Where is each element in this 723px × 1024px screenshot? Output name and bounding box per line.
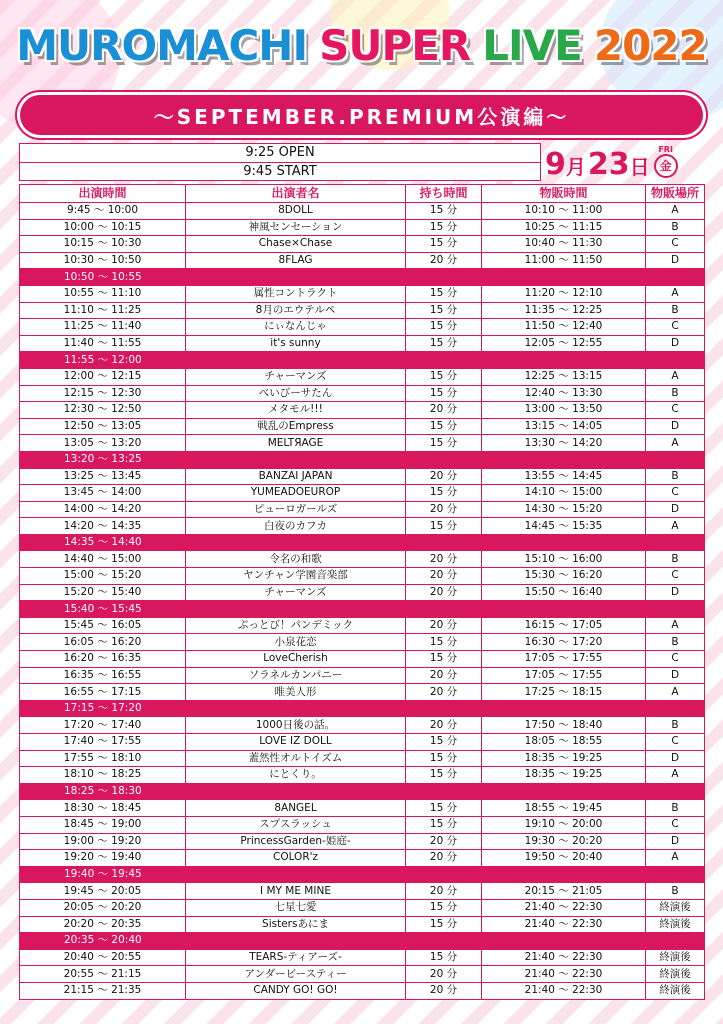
merch-place: D [646, 584, 705, 601]
performer-name: 属性コントラクト [186, 285, 406, 302]
duration: 15 分 [406, 219, 482, 236]
performer-name: 1000日後の話。 [186, 717, 406, 734]
duration: 15 分 [406, 203, 482, 220]
duration: 15 分 [406, 418, 482, 435]
header-performance-time: 出演時間 [20, 185, 186, 203]
performer-name: Chase×Chase [186, 236, 406, 253]
merch-time: 20:15 〜 21:05 [482, 883, 646, 900]
table-row [20, 982, 705, 999]
date-month: 9 [545, 147, 566, 182]
performer-name: 8ANGEL [186, 800, 406, 817]
merch-time: 13:55 〜 14:45 [482, 468, 646, 485]
merch-place: B [646, 634, 705, 651]
performance-time: 16:55 〜 17:15 [20, 684, 186, 701]
performance-time: 13:25 〜 13:45 [20, 468, 186, 485]
duration: 15 分 [406, 651, 482, 668]
table-row [20, 501, 705, 518]
header-performer: 出演者名 [186, 185, 406, 203]
performance-time: 20:55 〜 21:15 [20, 966, 186, 983]
duration: 15 分 [406, 734, 482, 751]
merch-time: 13:00 〜 13:50 [482, 402, 646, 419]
performance-time: 15:45 〜 16:05 [20, 617, 186, 634]
performance-time: 20:05 〜 20:20 [20, 899, 186, 916]
merch-time: 15:50 〜 16:40 [482, 584, 646, 601]
merch-time: 21:40 〜 22:30 [482, 982, 646, 999]
performance-time: 18:10 〜 18:25 [20, 767, 186, 784]
merch-place: B [646, 717, 705, 734]
merch-time: 12:25 〜 13:15 [482, 368, 646, 385]
title-word: MUROMACHI [16, 20, 308, 70]
merch-time: 11:50 〜 12:40 [482, 319, 646, 336]
timetable-header [20, 185, 705, 203]
duration: 20 分 [406, 717, 482, 734]
day-of-week [654, 145, 678, 178]
duration: 20 分 [406, 982, 482, 999]
merch-place: C [646, 734, 705, 751]
merch-place: A [646, 435, 705, 452]
performer-name: ソラネルカンパニー [186, 667, 406, 684]
performer-name: ピューロガールズ [186, 501, 406, 518]
performance-time: 17:40 〜 17:55 [20, 734, 186, 751]
day-of-week-jp: 金 [654, 154, 678, 178]
duration: 20 分 [406, 501, 482, 518]
duration: 15 分 [406, 800, 482, 817]
duration: 20 分 [406, 617, 482, 634]
performance-time: 15:00 〜 15:20 [20, 568, 186, 585]
duration: 15 分 [406, 634, 482, 651]
duration: 15 分 [406, 302, 482, 319]
merch-place: C [646, 568, 705, 585]
performance-time: 11:10 〜 11:25 [20, 302, 186, 319]
break-time: 11:55 〜 12:00 [20, 352, 705, 369]
table-row [20, 368, 705, 385]
performance-time: 20:40 〜 20:55 [20, 949, 186, 966]
break-row [20, 601, 705, 618]
event-date [545, 140, 705, 182]
performance-time: 10:30 〜 10:50 [20, 252, 186, 269]
merch-time: 19:10 〜 20:00 [482, 816, 646, 833]
duration: 15 分 [406, 767, 482, 784]
table-row [20, 485, 705, 502]
merch-place: A [646, 850, 705, 867]
table-row [20, 634, 705, 651]
merch-time: 10:40 〜 11:30 [482, 236, 646, 253]
duration: 15 分 [406, 485, 482, 502]
performer-name: 8月のエウテルペ [186, 302, 406, 319]
performance-time: 14:40 〜 15:00 [20, 551, 186, 568]
performance-time: 19:45 〜 20:05 [20, 883, 186, 900]
break-row [20, 269, 705, 286]
performance-time: 14:00 〜 14:20 [20, 501, 186, 518]
table-row [20, 816, 705, 833]
table-row [20, 916, 705, 933]
performance-time: 21:15 〜 21:35 [20, 982, 186, 999]
performer-name: 蓋然性オルトイズム [186, 750, 406, 767]
duration: 20 分 [406, 584, 482, 601]
duration: 15 分 [406, 236, 482, 253]
break-time: 13:20 〜 13:25 [20, 451, 705, 468]
duration: 20 分 [406, 252, 482, 269]
performance-time: 16:20 〜 16:35 [20, 651, 186, 668]
table-row [20, 302, 705, 319]
table-row [20, 385, 705, 402]
merch-place: B [646, 551, 705, 568]
duration: 15 分 [406, 750, 482, 767]
performer-name: 戦乱のEmpress [186, 418, 406, 435]
duration: 15 分 [406, 319, 482, 336]
performance-time: 18:45 〜 19:00 [20, 816, 186, 833]
table-row [20, 717, 705, 734]
merch-place: B [646, 385, 705, 402]
duration: 15 分 [406, 518, 482, 535]
merch-place: 終演後 [646, 966, 705, 983]
break-row [20, 534, 705, 551]
duration: 15 分 [406, 285, 482, 302]
merch-place: D [646, 252, 705, 269]
header-duration: 持ち時間 [406, 185, 482, 203]
merch-time: 21:40 〜 22:30 [482, 966, 646, 983]
merch-place: A [646, 368, 705, 385]
performer-name: 白夜のカフカ [186, 518, 406, 535]
performer-name: にとくり。 [186, 767, 406, 784]
merch-place: D [646, 501, 705, 518]
duration: 15 分 [406, 899, 482, 916]
duration: 20 分 [406, 833, 482, 850]
break-time: 17:15 〜 17:20 [20, 700, 705, 717]
merch-place: C [646, 236, 705, 253]
date-day-kanji: 日 [629, 155, 650, 179]
performance-time: 12:00 〜 12:15 [20, 368, 186, 385]
merch-place: A [646, 684, 705, 701]
merch-place: B [646, 883, 705, 900]
merch-time: 18:35 〜 19:25 [482, 767, 646, 784]
performer-name: COLOR'z [186, 850, 406, 867]
merch-place: 終演後 [646, 899, 705, 916]
break-row [20, 783, 705, 800]
break-row [20, 866, 705, 883]
performance-time: 10:15 〜 10:30 [20, 236, 186, 253]
table-row [20, 767, 705, 784]
duration: 20 分 [406, 468, 482, 485]
duration: 15 分 [406, 335, 482, 352]
table-row [20, 734, 705, 751]
break-time: 10:50 〜 10:55 [20, 269, 705, 286]
performance-time: 13:45 〜 14:00 [20, 485, 186, 502]
duration: 20 分 [406, 850, 482, 867]
merch-time: 21:40 〜 22:30 [482, 949, 646, 966]
performer-name: LOVE IZ DOLL [186, 734, 406, 751]
merch-time: 12:40 〜 13:30 [482, 385, 646, 402]
merch-time: 10:10 〜 11:00 [482, 203, 646, 220]
performer-name: スプスラッシュ [186, 816, 406, 833]
duration: 15 分 [406, 916, 482, 933]
merch-place: D [646, 418, 705, 435]
table-row [20, 468, 705, 485]
duration: 15 分 [406, 816, 482, 833]
duration: 20 分 [406, 684, 482, 701]
merch-place: C [646, 485, 705, 502]
performer-name: BANZAI JAPAN [186, 468, 406, 485]
performance-time: 16:35 〜 16:55 [20, 667, 186, 684]
merch-place: C [646, 319, 705, 336]
performer-name: Sistersあにま [186, 916, 406, 933]
performance-time: 14:20 〜 14:35 [20, 518, 186, 535]
duration: 20 分 [406, 667, 482, 684]
break-time: 20:35 〜 20:40 [20, 933, 705, 950]
merch-time: 11:00 〜 11:50 [482, 252, 646, 269]
performer-name: 8FLAG [186, 252, 406, 269]
table-row [20, 651, 705, 668]
table-row [20, 219, 705, 236]
timetable [19, 184, 705, 1000]
merch-place: D [646, 833, 705, 850]
performance-time: 12:30 〜 12:50 [20, 402, 186, 419]
merch-place: C [646, 402, 705, 419]
performer-name: ぶっとび！パンデミック [186, 617, 406, 634]
performer-name: PrincessGarden-姫庭- [186, 833, 406, 850]
merch-place: 終演後 [646, 949, 705, 966]
table-row [20, 800, 705, 817]
break-row [20, 352, 705, 369]
merch-time: 17:05 〜 17:55 [482, 651, 646, 668]
duration: 15 分 [406, 949, 482, 966]
break-time: 18:25 〜 18:30 [20, 783, 705, 800]
duration: 20 分 [406, 551, 482, 568]
performance-time: 12:50 〜 13:05 [20, 418, 186, 435]
break-row [20, 933, 705, 950]
table-row [20, 883, 705, 900]
performer-name: チャーマンズ [186, 368, 406, 385]
merch-place: A [646, 285, 705, 302]
table-row [20, 435, 705, 452]
table-row [20, 252, 705, 269]
merch-time: 17:05 〜 17:55 [482, 667, 646, 684]
break-time: 15:40 〜 15:45 [20, 601, 705, 618]
table-row [20, 568, 705, 585]
merch-time: 21:40 〜 22:30 [482, 916, 646, 933]
performer-name: 唯美人形 [186, 684, 406, 701]
break-time: 19:40 〜 19:45 [20, 866, 705, 883]
performance-time: 9:45 〜 10:00 [20, 203, 186, 220]
performance-time: 20:20 〜 20:35 [20, 916, 186, 933]
title-word: 2022 [593, 20, 707, 70]
header-merch-place: 物販場所 [646, 185, 705, 203]
performer-name: ヤンチャン学園音楽部 [186, 568, 406, 585]
table-row [20, 617, 705, 634]
door-times [19, 143, 541, 181]
performer-name: アンダービースティー [186, 966, 406, 983]
start-time: 9:45 START [20, 162, 540, 181]
performer-name: 小泉花恋 [186, 634, 406, 651]
table-row [20, 551, 705, 568]
merch-time: 17:25 〜 18:15 [482, 684, 646, 701]
table-row [20, 833, 705, 850]
duration: 20 分 [406, 966, 482, 983]
merch-place: 終演後 [646, 916, 705, 933]
performer-name: MELTЯAGE [186, 435, 406, 452]
performance-time: 12:15 〜 12:30 [20, 385, 186, 402]
table-row [20, 335, 705, 352]
merch-place: D [646, 667, 705, 684]
merch-place: B [646, 302, 705, 319]
merch-place: 終演後 [646, 982, 705, 999]
performance-time: 11:40 〜 11:55 [20, 335, 186, 352]
performer-name: LoveCherish [186, 651, 406, 668]
table-row [20, 402, 705, 419]
merch-place: B [646, 219, 705, 236]
merch-time: 17:50 〜 18:40 [482, 717, 646, 734]
duration: 20 分 [406, 883, 482, 900]
merch-time: 14:30 〜 15:20 [482, 501, 646, 518]
break-row [20, 451, 705, 468]
performer-name: チャーマンズ [186, 584, 406, 601]
performance-time: 19:20 〜 19:40 [20, 850, 186, 867]
performance-time: 15:20 〜 15:40 [20, 584, 186, 601]
duration: 15 分 [406, 368, 482, 385]
date-day: 23 [587, 147, 630, 182]
performer-name: メタモル!!! [186, 402, 406, 419]
open-time: 9:25 OPEN [245, 145, 315, 160]
merch-time: 15:10 〜 16:00 [482, 551, 646, 568]
merch-place: B [646, 800, 705, 817]
performance-time: 10:00 〜 10:15 [20, 219, 186, 236]
performance-time: 11:25 〜 11:40 [20, 319, 186, 336]
merch-place: C [646, 816, 705, 833]
merch-place: B [646, 468, 705, 485]
duration: 15 分 [406, 435, 482, 452]
performer-name: 令名の和歌 [186, 551, 406, 568]
performer-name: YUMEADOEUROP [186, 485, 406, 502]
table-row [20, 518, 705, 535]
merch-time: 19:30 〜 20:20 [482, 833, 646, 850]
performer-name: CANDY GO! GO! [186, 982, 406, 999]
merch-place: A [646, 767, 705, 784]
merch-time: 18:05 〜 18:55 [482, 734, 646, 751]
merch-place: D [646, 750, 705, 767]
duration: 15 分 [406, 385, 482, 402]
performer-name: 8DOLL [186, 203, 406, 220]
duration: 20 分 [406, 402, 482, 419]
table-row [20, 750, 705, 767]
event-title [0, 6, 723, 84]
merch-time: 16:30 〜 17:20 [482, 634, 646, 651]
merch-time: 11:20 〜 12:10 [482, 285, 646, 302]
merch-place: A [646, 617, 705, 634]
performance-time: 19:00 〜 19:20 [20, 833, 186, 850]
table-row [20, 203, 705, 220]
performance-time: 10:55 〜 11:10 [20, 285, 186, 302]
title-word: SUPER [319, 20, 471, 70]
performer-name: TEARS-ティアーズ- [186, 949, 406, 966]
performance-time: 16:05 〜 16:20 [20, 634, 186, 651]
merch-time: 18:55 〜 19:45 [482, 800, 646, 817]
table-row [20, 966, 705, 983]
table-row [20, 949, 705, 966]
subtitle-banner: 〜SEPTEMBER.PREMIUM公演編〜 [20, 95, 703, 135]
title-word: LIVE [482, 20, 582, 70]
merch-time: 13:30 〜 14:20 [482, 435, 646, 452]
performer-name: it's sunny [186, 335, 406, 352]
performer-name: 七星七愛 [186, 899, 406, 916]
table-row [20, 285, 705, 302]
merch-time: 18:35 〜 19:25 [482, 750, 646, 767]
merch-time: 21:40 〜 22:30 [482, 899, 646, 916]
performer-name: 神風センセーション [186, 219, 406, 236]
timetable-body [20, 203, 705, 1000]
merch-place: C [646, 651, 705, 668]
table-row [20, 319, 705, 336]
day-of-week-en: FRI [658, 145, 673, 154]
performer-name: べいびーサたん [186, 385, 406, 402]
merch-time: 16:15 〜 17:05 [482, 617, 646, 634]
performance-time: 17:55 〜 18:10 [20, 750, 186, 767]
performance-time: 13:05 〜 13:20 [20, 435, 186, 452]
header-merch-time: 物販時間 [482, 185, 646, 203]
performer-name: I MY ME MINE [186, 883, 406, 900]
merch-time: 12:05 〜 12:55 [482, 335, 646, 352]
duration: 20 分 [406, 568, 482, 585]
table-row [20, 899, 705, 916]
merch-place: A [646, 203, 705, 220]
table-row [20, 850, 705, 867]
merch-time: 15:30 〜 16:20 [482, 568, 646, 585]
table-row [20, 667, 705, 684]
merch-time: 10:25 〜 11:15 [482, 219, 646, 236]
merch-time: 11:35 〜 12:25 [482, 302, 646, 319]
table-row [20, 418, 705, 435]
merch-place: D [646, 335, 705, 352]
break-row [20, 700, 705, 717]
break-time: 14:35 〜 14:40 [20, 534, 705, 551]
table-row [20, 584, 705, 601]
merch-time: 14:10 〜 15:00 [482, 485, 646, 502]
merch-time: 13:15 〜 14:05 [482, 418, 646, 435]
date-month-kanji: 月 [565, 155, 586, 179]
performance-time: 17:20 〜 17:40 [20, 717, 186, 734]
merch-place: A [646, 518, 705, 535]
table-row [20, 684, 705, 701]
performance-time: 18:30 〜 18:45 [20, 800, 186, 817]
merch-time: 19:50 〜 20:40 [482, 850, 646, 867]
merch-time: 14:45 〜 15:35 [482, 518, 646, 535]
table-row [20, 236, 705, 253]
performer-name: にぃなんじゃ [186, 319, 406, 336]
